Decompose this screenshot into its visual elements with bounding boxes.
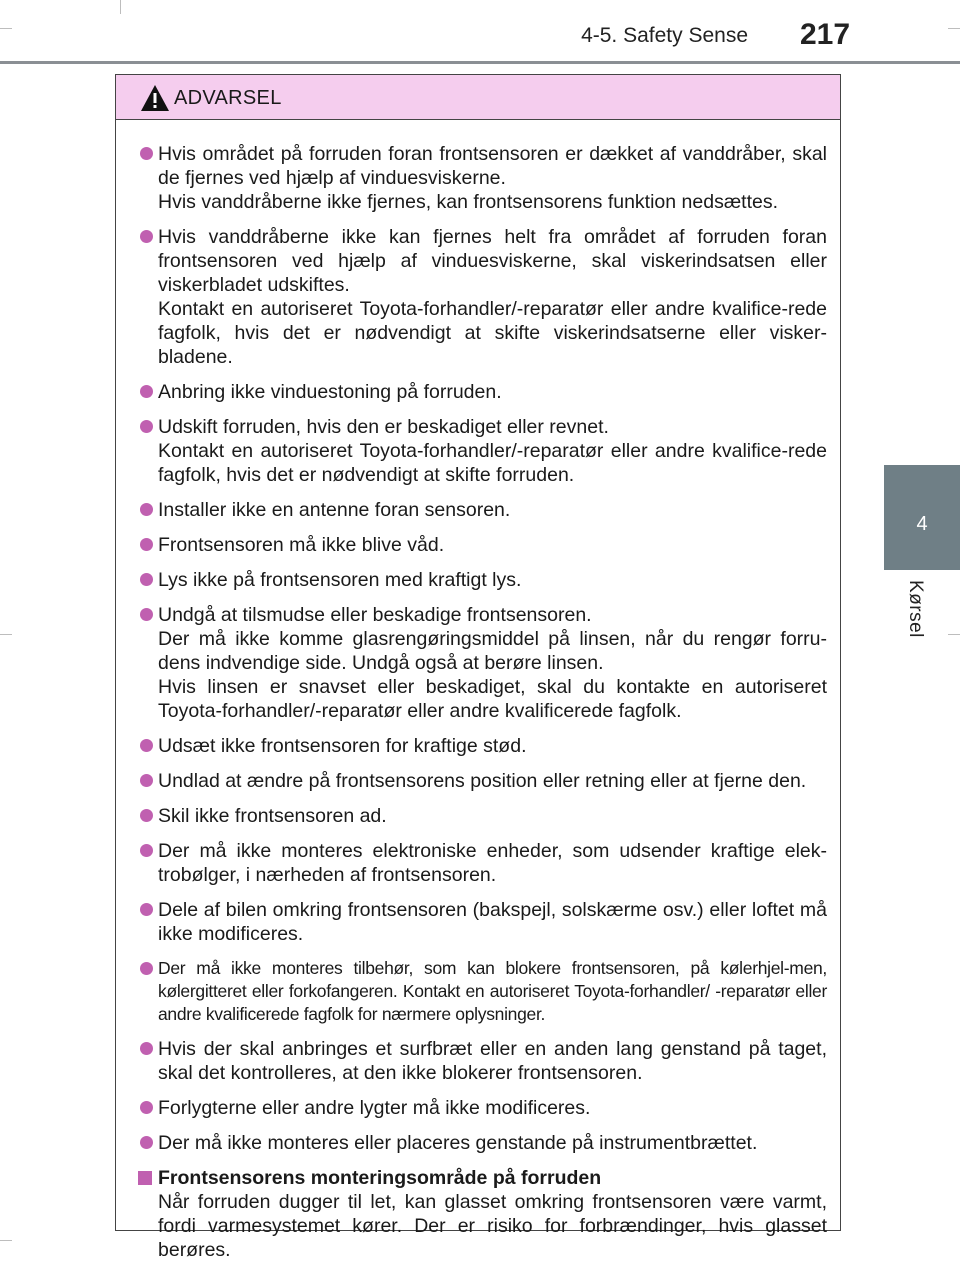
warning-item-text: Der må ikke monteres eller placeres genstande på instrumentbrættet.: [158, 1132, 758, 1154]
bullet-icon: [140, 844, 153, 857]
section-title: 4-5. Safety Sense: [581, 24, 748, 47]
warning-item-text: Udskift forruden, hvis den er beskadiget eller revnet.: [158, 416, 609, 438]
warning-item: [140, 839, 827, 887]
warning-item-text: Hvis området på forruden foran frontsensoren er dækket af vanddråber, skal de fjernes ved hjælp af vinduesviskerne.: [158, 143, 827, 189]
square-bullet-icon: [138, 1171, 152, 1185]
warning-item: [140, 1131, 827, 1155]
warning-title: ADVARSEL: [174, 87, 282, 109]
subsection-title: [140, 1166, 827, 1190]
warning-body: [116, 120, 840, 1262]
crop-mark: [0, 634, 12, 635]
crop-mark: [120, 0, 121, 14]
warning-item: [140, 380, 827, 404]
warning-item-text: Kontakt en autoriseret Toyota-forhandler/-reparatør eller andre kvalifice-rede fagfolk, hvis det er nødvendigt at skifte viskerindsatserne eller visker-bladene.: [158, 298, 827, 368]
bullet-icon: [140, 503, 153, 516]
bullet-icon: [140, 608, 153, 621]
crop-mark: [0, 28, 12, 29]
warning-item-text: Anbring ikke vinduestoning på forruden.: [158, 381, 502, 403]
warning-item-text: Installer ikke en antenne foran sensoren.: [158, 499, 511, 521]
crop-mark: [948, 28, 960, 29]
warning-item-text: Undlad at ændre på frontsensorens position eller retning eller at fjerne den.: [158, 770, 807, 792]
bullet-icon: [140, 1101, 153, 1114]
warning-item: [140, 415, 827, 487]
chapter-tab: 4: [884, 465, 960, 570]
warning-item: [140, 1037, 827, 1085]
bullet-icon: [140, 809, 153, 822]
warning-item-text: Frontsensoren må ikke blive våd.: [158, 534, 445, 556]
subsection-title-text: Frontsensorens monteringsområde på forruden: [158, 1167, 602, 1189]
warning-item-text: Forlygterne eller andre lygter må ikke modificeres.: [158, 1097, 591, 1119]
warning-item: [140, 142, 827, 214]
bullet-icon: [140, 385, 153, 398]
warning-item-text: Der må ikke monteres tilbehør, som kan blokere frontsensoren, på kølerhjel-men, kølergitteret eller forkofangeren. Kontakt en autoriseret Toyota-forhandler/ -reparatør eller andre kvalificerede fagfolk for nærmere oplysninger.: [158, 958, 827, 1024]
bullet-icon: [140, 230, 153, 243]
warning-item: [140, 898, 827, 946]
warning-item-text: Skil ikke frontsensoren ad.: [158, 805, 387, 827]
warning-item-text: Hvis linsen er snavset eller beskadiget, skal du kontakte en autoriseret Toyota-forhandler/-reparatør eller andre kvalificerede fagfolk.: [158, 676, 827, 722]
warning-item-text: Dele af bilen omkring frontsensoren (bakspejl, solskærme osv.) eller loftet må ikke modificeres.: [158, 899, 827, 945]
warning-item: [140, 734, 827, 758]
warning-item-text: Der må ikke komme glasrengøringsmiddel på linsen, når du rengør forru-dens indvendige side. Undgå også at berøre linsen.: [158, 628, 827, 674]
bullet-icon: [140, 147, 153, 160]
warning-item: [140, 769, 827, 793]
warning-item-text: Kontakt en autoriseret Toyota-forhandler/-reparatør eller andre kvalifice-rede fagfolk, hvis det er nødvendigt at skifte forruden.: [158, 440, 827, 486]
warning-item-text: Hvis vanddråberne ikke fjernes, kan frontsensorens funktion nedsættes.: [158, 191, 779, 213]
warning-item: [140, 498, 827, 522]
bullet-icon: [140, 903, 153, 916]
warning-item: [140, 225, 827, 369]
bullet-icon: [140, 1136, 153, 1149]
warning-item-text: Undgå at tilsmudse eller beskadige frontsensoren.: [158, 604, 592, 626]
warning-item: [140, 1096, 827, 1120]
warning-item: [140, 603, 827, 723]
chapter-label: Kørsel: [905, 580, 926, 638]
bullet-icon: [140, 739, 153, 752]
bullet-icon: [140, 962, 153, 975]
crop-mark: [0, 1240, 12, 1241]
bullet-icon: [140, 1042, 153, 1055]
subsection-text: Når forruden dugger til let, kan glasset omkring frontsensoren være varmt, fordi varmesystemet kører. Der er risiko for forbrændinger, hvis glasset berøres.: [158, 1191, 827, 1261]
warning-triangle-icon: [140, 84, 170, 112]
warning-item-text: Lys ikke på frontsensoren med kraftigt lys.: [158, 569, 522, 591]
bullet-icon: [140, 538, 153, 551]
warning-item: [140, 568, 827, 592]
warning-item-text: Hvis vanddråberne ikke kan fjernes helt fra området af forruden foran frontsensoren ved hjælp af vinduesviskerne, skal viskerindsatsen eller viskerbladet udskiftes.: [158, 226, 827, 296]
warning-box: [115, 74, 841, 1261]
warning-item: [140, 804, 827, 828]
crop-mark: [948, 634, 960, 635]
bullet-icon: [140, 573, 153, 586]
warning-item: [140, 957, 827, 1026]
warning-item-text: Der må ikke monteres elektroniske enheder, som udsender kraftige elek-trobølger, i nærheden af frontsensoren.: [158, 840, 827, 886]
warning-header: [116, 75, 840, 120]
header-rule: [0, 61, 960, 64]
bullet-icon: [140, 774, 153, 787]
bullet-icon: [140, 420, 153, 433]
warning-item-text: Udsæt ikke frontsensoren for kraftige stød.: [158, 735, 527, 757]
page-number: 217: [800, 18, 851, 51]
warning-item-text: Hvis der skal anbringes et surfbræt eller en anden lang genstand på taget, skal det kontrolleres, at den ikke blokerer frontsensoren.: [158, 1038, 827, 1084]
warning-item: [140, 533, 827, 557]
